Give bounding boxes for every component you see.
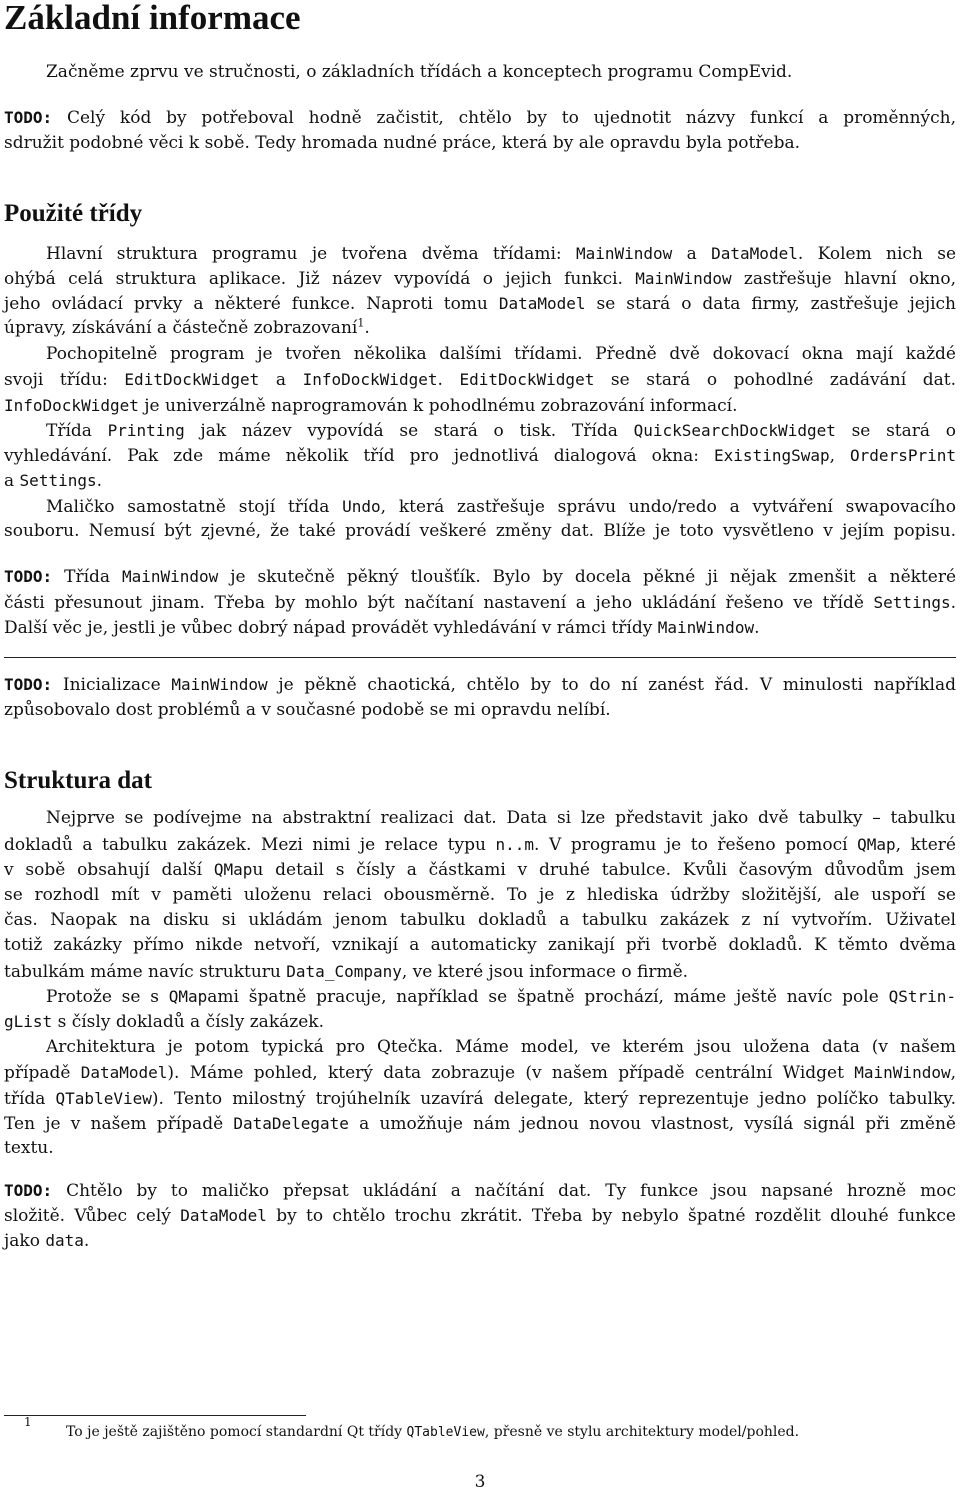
section-heading-classes: Použité třídy <box>4 200 143 227</box>
paragraph-line: a Settings. <box>4 471 103 491</box>
todo-label: TODO: <box>4 675 53 694</box>
todo-note-1-line-2: sdružit podobné věci k sobě. Tedy hromada nudné práce, která by ale opravdu byla potřeba. <box>4 133 800 153</box>
paragraph-line: vyhledávání. Pak zde máme několik tříd pro jednotlivá dialogová okna: ExistingSwap, OrdersPrint <box>4 446 956 466</box>
todo-note-2-line: části přesunout jinam. Třeba by mohlo být načítaní nastavení a jeho ukládání řešeno ve třídě Settings. <box>4 593 956 613</box>
intro-paragraph: Začněme zprvu ve stručnosti, o základních třídách a konceptech programu CompEvid. <box>46 62 793 82</box>
footnote-mark: 1 <box>24 1415 32 1429</box>
paragraph-line: svoji třídu: EditDockWidget a InfoDockWidget. EditDockWidget se stará o pohodlné zadávání dat. <box>4 370 956 390</box>
paragraph-line: tabulkám máme navíc strukturu Data_Company, ve které jsou informace o firmě. <box>4 962 689 982</box>
paragraph-line: jeho ovládací prvky a některé funkce. Naproti tomu DataModel se stará o data firmy, zastřešuje jejich <box>4 294 957 314</box>
paragraph-line: souboru. Nemusí být zjevné, že také provádí veškeré změny dat. Blíže je toto vysvětleno v jejím popisu. <box>4 521 956 541</box>
paragraph-line: totiž zakázky přímo nikde netvoří, vznikají a automaticky zanikají při tvorbě dokladů. K těmto dvěma <box>4 935 956 955</box>
footnote-text: To je ještě zajištěno pomocí standardní Qt třídy QTableView, přesně ve stylu architektury model/pohled. <box>66 1424 800 1440</box>
paragraph-line: InfoDockWidget je univerzálně naprogramován k pohodlnému zobrazování informací. <box>4 396 738 416</box>
paragraph-line: Třída Printing jak název vypovídá se stará o tisk. Třída QuickSearchDockWidget se stará o <box>46 421 956 441</box>
page-number: 3 <box>474 1472 486 1492</box>
paragraph-line: případě DataModel). Máme pohled, který data zobrazuje (v našem případě centrální Widget MainWindow, <box>4 1063 956 1083</box>
todo-note-4-line: složitě. Vůbec celý DataModel by to chtělo trochu zkrátit. Třeba by nebylo špatné rozdělit dlouhé funkce <box>4 1206 956 1226</box>
paragraph-line: Ten je v našem případě DataDelegate a umožňuje nám jednou novou vlastnost, vysílá signál při změně <box>4 1114 956 1134</box>
todo-note-2-line: Další věc je, jestli je vůbec dobrý nápad provádět vyhledávání v rámci třídy MainWindow. <box>4 618 760 638</box>
horizontal-rule <box>4 657 956 658</box>
todo-note-3-line: způsobovalo dost problémů a v současné podobě se mi opravdu nelíbí. <box>4 700 611 720</box>
paragraph-line: Hlavní struktura programu je tvořena dvěma třídami: MainWindow a DataModel. Kolem nich se <box>46 244 957 264</box>
paragraph-line: třída QTableView). Tento milostný trojúhelník uzavírá delegate, který reprezentuje jedno políčko tabulky. <box>4 1089 957 1109</box>
paragraph-line: v sobě obsahují další QMapu detail s čísly a částkami v druhé tabulce. Kvůli časovým důvodům jsem <box>4 860 956 880</box>
paragraph-line: Maličko samostatně stojí třída Undo, která zastřešuje správu undo/redo a vytváření swapovacího <box>46 497 956 517</box>
paragraph-line: dokladů a tabulku zakázek. Mezi nimi je relace typu n..m. V programu je to řešeno pomocí QMap, které <box>4 835 956 855</box>
paragraph-line: čas. Naopak na disku si ukládám jenom tabulku dokladů a tabulku zakázek z ní vytvořím. Uživatel <box>4 910 956 930</box>
paragraph-line: úpravy, získávání a částečně zobrazovaní$^1$. <box>4 316 370 338</box>
todo-note-1-line-1: TODO: Celý kód by potřeboval hodně začistit, chtělo by to ujednotit názvy funkcí a proměnných, <box>4 108 956 128</box>
section-heading-data-structure: Struktura dat <box>4 767 152 794</box>
todo-note-2-line: TODO: Třída MainWindow je skutečně pěkný tloušťík. Bylo by docela pěkné ji nějak zmenšit a některé <box>4 567 957 587</box>
paragraph-line: Protože se s QMapami špatně pracuje, například se špatně prochází, máme ještě navíc pole QStrin- <box>46 987 956 1007</box>
footnote-reference: 1 <box>357 316 365 330</box>
paragraph-line: textu. <box>4 1138 54 1158</box>
todo-label: TODO: <box>4 1181 53 1200</box>
todo-note-4-line: jako data. <box>4 1231 90 1251</box>
paragraph-line: Architektura je potom typická pro Qtečka. Máme model, ve kterém jsou uložena data (v našem <box>46 1037 956 1057</box>
todo-label: TODO: <box>4 108 53 127</box>
paragraph-line: Pochopitelně program je tvořen několika dalšími třídami. Předně dvě dokovací okna mají každé <box>46 344 956 364</box>
paragraph-line: gList s čísly dokladů a čísly zakázek. <box>4 1012 324 1032</box>
paragraph-line: ohýbá celá struktura aplikace. Již název vypovídá o jejich funkci. MainWindow zastřešuje hlavní okno, <box>4 269 957 289</box>
paragraph-line: Nejprve se podívejme na abstraktní realizaci dat. Data si lze představit jako dvě tabulky – tabulku <box>46 808 956 828</box>
todo-label: TODO: <box>4 567 53 586</box>
paragraph-line: se rozhodl mít v paměti uloženu relaci obousměrně. To je z hlediska údržby složitější, ale uspoří se <box>4 885 956 905</box>
footnote-rule <box>4 1415 306 1416</box>
page-title: Základní informace <box>4 0 301 37</box>
todo-note-3-line: TODO: Inicializace MainWindow je pěkně chaotická, chtělo by to do ní zanést řád. V minulosti například <box>4 675 956 695</box>
todo-note-4-line: TODO: Chtělo by to maličko přepsat ukládání a načítání dat. Ty funkce jsou napsané hrozně moc <box>4 1181 956 1201</box>
